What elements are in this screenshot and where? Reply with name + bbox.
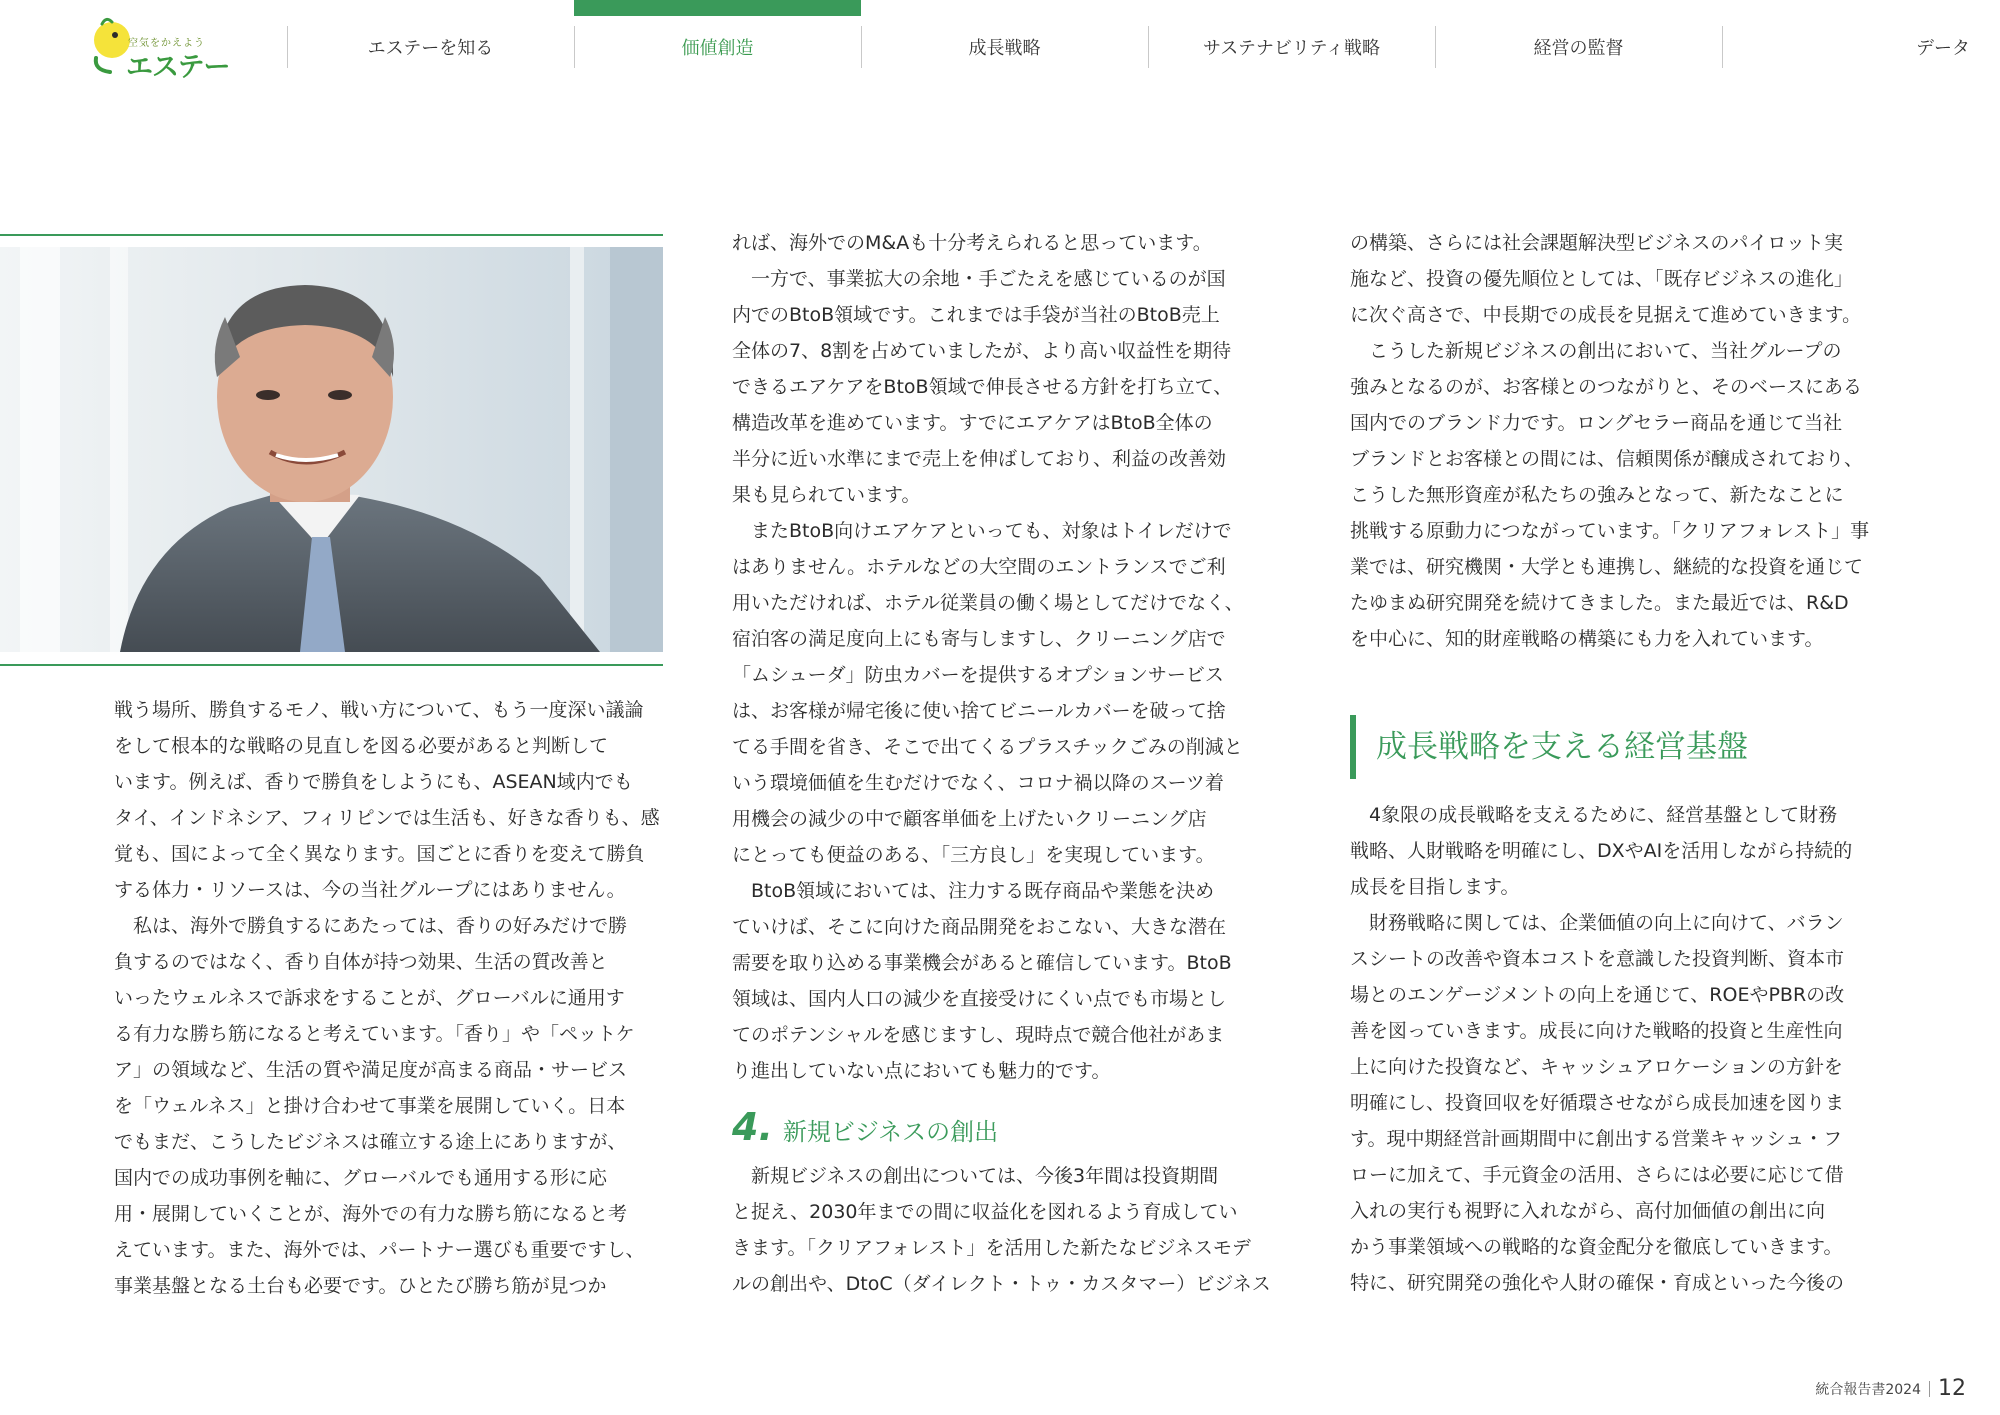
body-line: 業では、研究機関・大学とも連携し、継続的な投資を通じて (1350, 556, 1864, 578)
body-line: に次ぐ高さで、中長期での成長を見据えて進めていきます。 (1350, 304, 1862, 326)
body-line: BtoB領域においては、注力する既存商品や業態を決め (751, 880, 1215, 902)
body-line: ルの創出や、DtoC（ダイレクト・トゥ・カスタマー）ビジネス (732, 1273, 1271, 1295)
body-line: にとっても便益のある、「三方良し」を実現しています。 (732, 844, 1215, 866)
photo-rule-bottom (0, 664, 663, 666)
body-line: できるエアケアをBtoB領域で伸長させる方針を打ち立て、 (732, 376, 1233, 398)
body-line: かう事業領域への戦略的な資金配分を徹底していきます。 (1350, 1236, 1843, 1258)
body-line: 4象限の成長戦略を支えるために、経営基盤として財務 (1369, 804, 1838, 826)
body-line: は、お客様が帰宅後に使い捨てビニールカバーを破って捨 (732, 700, 1226, 722)
body-line: 上に向けた投資など、キャッシュアロケーションの方針を (1350, 1056, 1843, 1078)
body-line: 果も見られています。 (732, 484, 921, 506)
body-line: 戦略、人財戦略を明確にし、DXやAIを活用しながら持続的 (1350, 840, 1853, 862)
page-number: 12 (1938, 1376, 1966, 1401)
body-line: 善を図っていきます。成長に向けた戦略的投資と生産性向 (1350, 1020, 1843, 1042)
photo-rule-top (0, 234, 663, 236)
nav-item-about[interactable]: エステーを知る (287, 0, 574, 80)
body-line: 用いただければ、ホテル従業員の働く場としてだけでなく、 (732, 592, 1244, 614)
publication-title: 統合報告書2024 (1815, 1381, 1921, 1398)
body-line: ブランドとお客様との間には、信頼関係が醸成されており、 (1350, 448, 1864, 470)
body-line: 宿泊客の満足度向上にも寄与しますし、クリーニング店で (732, 628, 1226, 650)
main-nav (287, 0, 2000, 80)
page-footer (1815, 1376, 1966, 1401)
body-line: いったウェルネスで訴求をすることが、グローバルに通用す (114, 987, 625, 1009)
body-line: スシートの改善や資本コストを意識した投資判断、資本市 (1350, 948, 1845, 970)
body-line: す。現中期経営計画期間中に創出する営業キャッシュ・フ (1350, 1128, 1843, 1150)
body-line: ていけば、そこに向けた商品開発をおこない、大きな潜在 (732, 916, 1227, 938)
nav-item-value-creation[interactable]: 価値創造 (574, 0, 861, 80)
body-line: れば、海外でのM&Aも十分考えられると思っています。 (732, 232, 1212, 254)
body-line: きます。「クリアフォレスト」を活用した新たなビジネスモデ (732, 1237, 1251, 1259)
body-line: と捉え、2030年までの間に収益化を図れるよう育成してい (732, 1201, 1238, 1223)
body-line: 特に、研究開発の強化や人財の確保・育成といった今後の (1350, 1272, 1845, 1294)
body-line: 負するのではなく、香り自体が持つ効果、生活の質改善と (114, 951, 608, 973)
nav-item-growth-strategy[interactable]: 成長戦略 (861, 0, 1148, 80)
company-logo[interactable] (88, 14, 238, 83)
body-line: えています。また、海外では、パートナー選びも重要ですし、 (114, 1239, 645, 1261)
body-line: 覚も、国によって全く異なります。国ごとに香りを変えて勝負 (114, 843, 645, 865)
body-line: いう環境価値を生むだけでなく、コロナ禍以降のスーツ着 (732, 772, 1224, 794)
body-line: を中心に、知的財産戦略の構築にも力を入れています。 (1350, 628, 1824, 650)
body-line: ア」の領域など、生活の質や満足度が高まる商品・サービス (114, 1059, 628, 1081)
nav-item-sustainability[interactable]: サステナビリティ戦略 (1148, 0, 1435, 80)
body-line: 需要を取り込める事業機会があると確信しています。BtoB (732, 952, 1232, 974)
body-line: 用機会の減少の中で顧客単価を上げたいクリーニング店 (732, 808, 1207, 830)
body-line: タイ、インドネシア、フィリピンでは生活も、好きな香りも、感 (114, 807, 660, 829)
executive-photo-frame (0, 234, 663, 666)
body-line: 構造改革を進めています。すでにエアケアはBtoB全体の (732, 412, 1213, 434)
body-line: またBtoB向けエアケアといっても、対象はトイレだけで (751, 520, 1232, 542)
body-line: 半分に近い水準にまで売上を伸ばしており、利益の改善効 (732, 448, 1227, 470)
logo-tagline: 空気をかえよう (128, 38, 205, 49)
body-line: り進出していない点においても魅力的です。 (732, 1060, 1111, 1082)
body-line: 事業基盤となる土台も必要です。ひとたび勝ち筋が見つか (114, 1275, 607, 1297)
body-line: たゆまぬ研究開発を続けてきました。また最近では、R&D (1350, 592, 1849, 614)
body-line: でもまだ、こうしたビジネスは確立する途上にありますが、 (114, 1131, 627, 1153)
body-line: 成長を目指します。 (1350, 876, 1520, 898)
text-column-3 (1350, 225, 1905, 1301)
body-line: る有力な勝ち筋になると考えています。「香り」や「ペットケ (114, 1023, 635, 1045)
body-line: 国内での成功事例を軸に、グローバルでも通用する形に応 (114, 1167, 608, 1189)
logo-name: エステー (126, 52, 230, 83)
body-line: 一方で、事業拡大の余地・手ごたえを感じているのが国 (751, 268, 1226, 290)
body-line: を「ウェルネス」と掛け合わせて事業を展開していく。日本 (114, 1095, 626, 1117)
body-line: 領域は、国内人口の減少を直接受けにくい点でも市場とし (732, 988, 1227, 1010)
nav-item-data[interactable]: データ (1722, 0, 2000, 80)
page-header (0, 0, 2000, 83)
body-line: 入れの実行も視野に入れながら、高付加価値の創出に向 (1350, 1200, 1826, 1222)
body-line: 挑戦する原動力につながっています。「クリアフォレスト」事 (1350, 520, 1870, 542)
subsection-title: 新規ビジネスの創出 (782, 1118, 999, 1146)
text-column-2 (732, 225, 1287, 1302)
body-line: 全体の7、8割を占めていましたが、より高い収益性を期待 (732, 340, 1232, 362)
subsection-number: 4. (732, 1105, 773, 1149)
body-line: 明確にし、投資回収を好循環させながら成長加速を図りま (1350, 1092, 1845, 1114)
body-line: 用・展開していくことが、海外での有力な勝ち筋になると考 (114, 1203, 628, 1225)
body-line: 「ムシューダ」防虫カバーを提供するオプションサービス (732, 664, 1224, 686)
body-line: てのポテンシャルを感じますし、現時点で競合他社があま (732, 1024, 1225, 1046)
body-line: います。例えば、香りで勝負をしようにも、ASEAN域内でも (114, 771, 633, 793)
body-line: こうした新規ビジネスの創出において、当社グループの (1369, 340, 1842, 362)
body-line: する体力・リソースは、今の当社グループにはありません。 (114, 879, 626, 901)
body-line: 私は、海外で勝負するにあたっては、香りの好みだけで勝 (133, 915, 628, 937)
body-line: 内でのBtoB領域です。これまでは手袋が当社のBtoB売上 (732, 304, 1220, 326)
body-line: 戦う場所、勝負するモノ、戦い方について、もう一度深い議論 (114, 699, 644, 721)
body-line: 財務戦略に関しては、企業価値の向上に向けて、バラン (1369, 912, 1844, 934)
body-line: はありません。ホテルなどの大空間のエントランスでご利 (732, 556, 1226, 578)
footer-divider (1929, 1381, 1930, 1397)
body-line: 国内でのブランド力です。ロングセラー商品を通じて当社 (1350, 412, 1843, 434)
section-heading: 成長戦略を支える経営基盤 (1350, 715, 1905, 779)
body-line: 場とのエンゲージメントの向上を通じて、ROEやPBRの改 (1350, 984, 1845, 1006)
body-line: 強みとなるのが、お客様とのつながりと、そのベースにある (1350, 376, 1863, 398)
text-column-1 (114, 692, 669, 1304)
executive-portrait (0, 247, 663, 652)
body-line: をして根本的な戦略の見直しを図る必要があると判断して (114, 735, 609, 757)
body-line: てる手間を省き、そこで出てくるプラスチックごみの削減と (732, 736, 1243, 758)
subsection-heading (732, 1105, 1287, 1150)
body-line: こうした無形資産が私たちの強みとなって、新たなことに (1350, 484, 1844, 506)
body-line: 施など、投資の優先順位としては、「既存ビジネスの進化」 (1350, 268, 1853, 290)
body-line: 新規ビジネスの創出については、今後3年間は投資期間 (751, 1165, 1219, 1187)
nav-item-governance[interactable]: 経営の監督 (1435, 0, 1722, 80)
body-line: ローに加えて、手元資金の活用、さらには必要に応じて借 (1350, 1164, 1844, 1186)
body-line: の構築、さらには社会課題解決型ビジネスのパイロット実 (1350, 232, 1844, 254)
